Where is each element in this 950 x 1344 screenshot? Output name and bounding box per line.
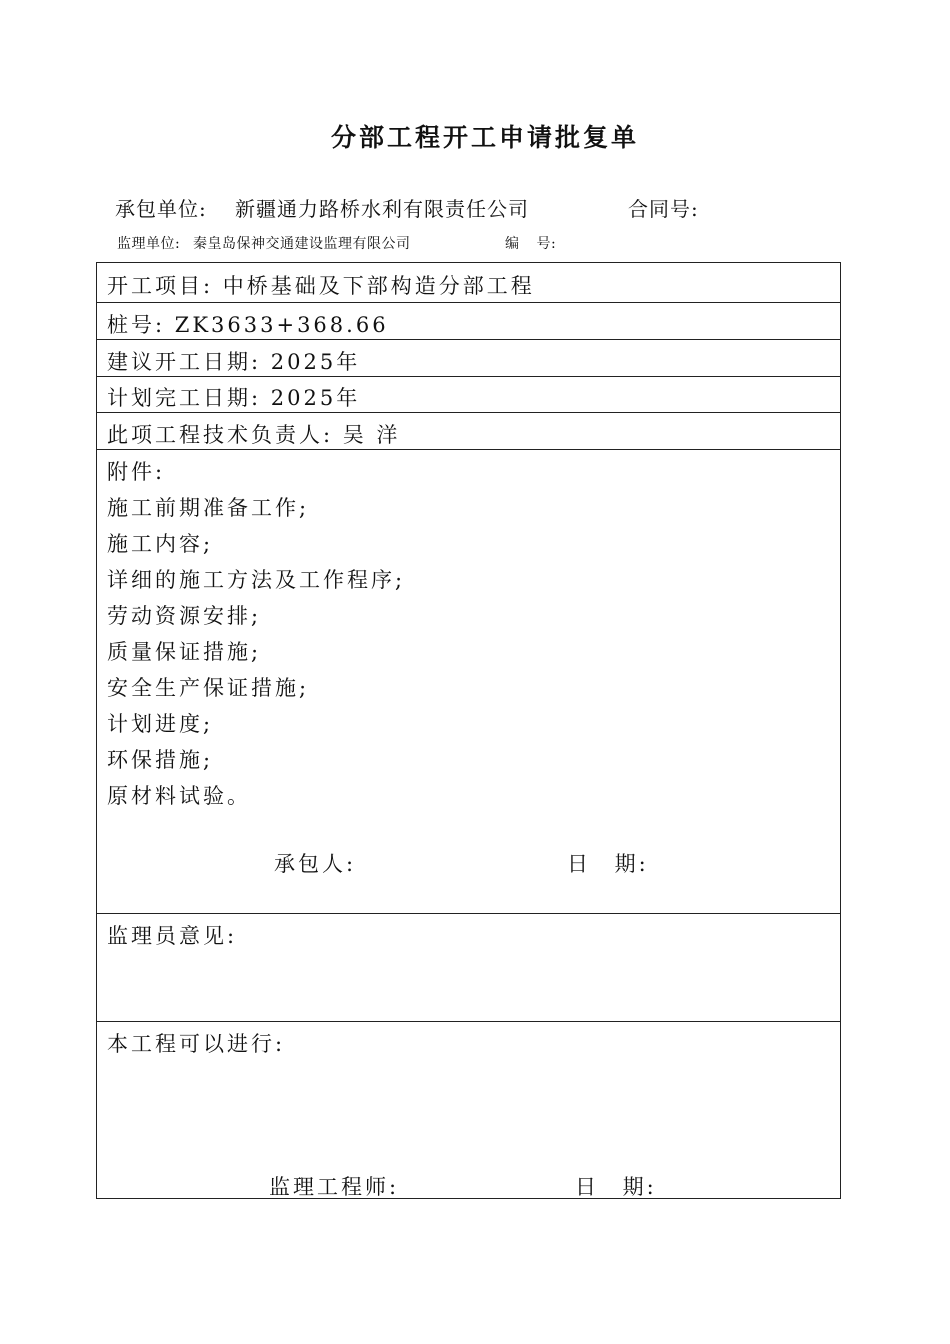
row-approval: [97, 1022, 840, 1198]
attachment-item: 原材料试验。: [107, 784, 251, 808]
station-text: 桩号: ZK3633+368.66: [107, 313, 389, 337]
document-title: 分部工程开工申请批复单: [330, 123, 639, 152]
row-tech-lead: [97, 413, 840, 450]
attachment-item: 详细的施工方法及工作程序;: [107, 568, 406, 592]
attachment-item: 质量保证措施;: [107, 640, 262, 664]
contract-no-label: 合同号:: [628, 197, 699, 221]
row-station: [97, 303, 840, 340]
attachment-item: 施工前期准备工作;: [107, 496, 310, 520]
contractor-sign-label: 承包人:: [274, 852, 357, 876]
row-project: [97, 263, 840, 303]
project-text: 开工项目: 中桥基础及下部构造分部工程: [107, 274, 535, 298]
inspector-opinion-label: 监理员意见:: [107, 924, 238, 948]
contractor-label: 承包单位:: [115, 197, 207, 221]
row-attachments: [97, 450, 840, 914]
application-form: [96, 262, 841, 1199]
proposed-start-text: 建议开工日期: 2025年: [107, 350, 361, 374]
row-inspector-opinion: [97, 914, 840, 1022]
attachment-item: 计划进度;: [107, 712, 214, 736]
attachment-item: 施工内容;: [107, 532, 214, 556]
engineer-sign-label: 监理工程师:: [269, 1175, 400, 1199]
planned-finish-text: 计划完工日期: 2025年: [107, 386, 361, 410]
row-planned-finish: [97, 377, 840, 413]
supervisor-value: 秦皇岛保神交通建设监理有限公司: [193, 236, 411, 252]
contractor-value: 新疆通力路桥水利有限责任公司: [235, 197, 529, 221]
row-proposed-start: [97, 340, 840, 377]
engineer-date-label: 日 期:: [575, 1175, 657, 1199]
supervisor-label: 监理单位:: [117, 236, 181, 252]
contractor-date-label: 日 期:: [567, 852, 649, 876]
tech-lead-text: 此项工程技术负责人: 吴 洋: [107, 423, 401, 447]
attachments-label: 附件:: [107, 460, 166, 484]
attachment-item: 环保措施;: [107, 748, 214, 772]
serial-no-label: 编 号:: [505, 236, 557, 252]
attachment-item: 劳动资源安排;: [107, 604, 262, 628]
attachment-item: 安全生产保证措施;: [107, 676, 310, 700]
approval-label: 本工程可以进行:: [107, 1032, 286, 1056]
